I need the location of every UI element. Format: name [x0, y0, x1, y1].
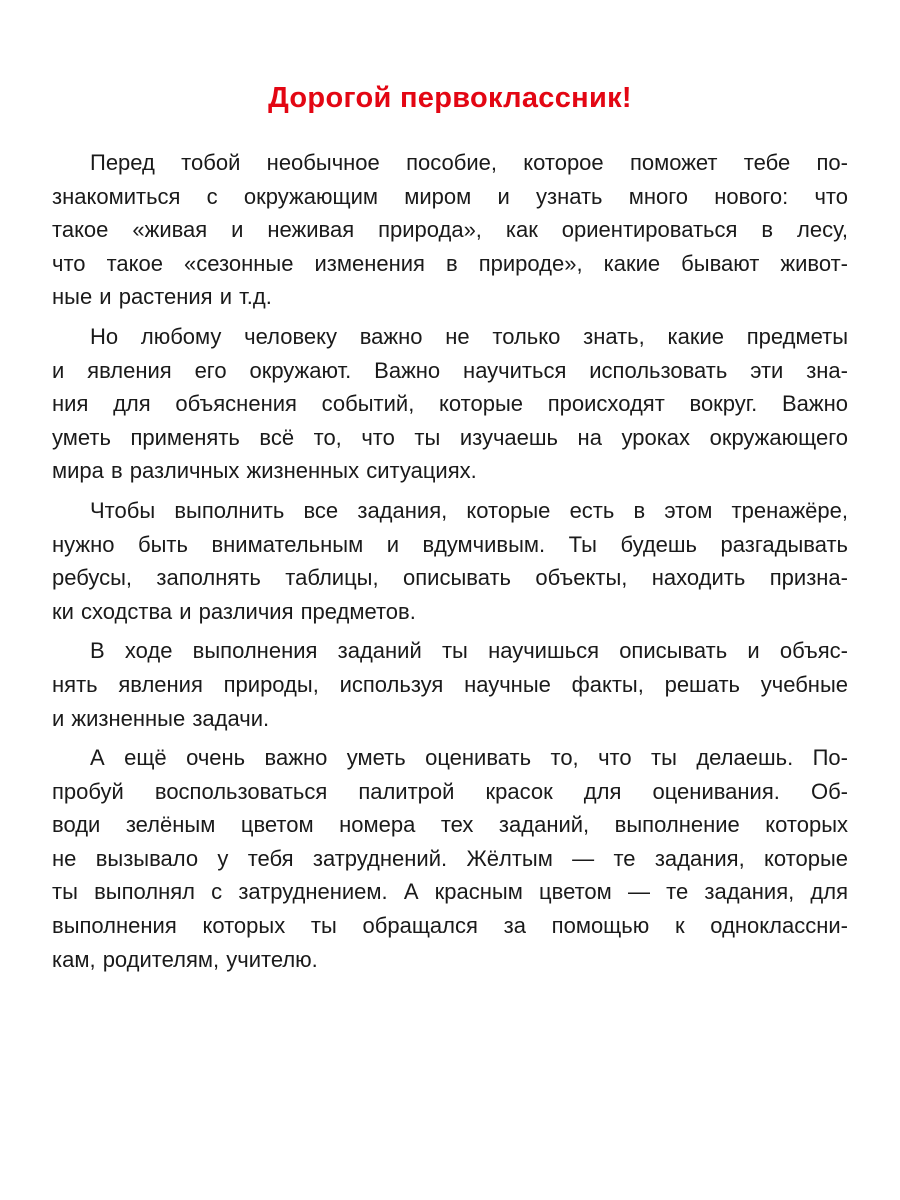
text-line: кам, родителям, учителю.: [52, 946, 318, 972]
text-line: и явления его окружают. Важно научиться использовать эти зна-: [52, 357, 848, 383]
text-line: ки сходства и различия предметов.: [52, 598, 416, 624]
text-line: ты выполнял с затруднением. А красным цветом — те задания, для: [52, 879, 848, 905]
text-line: знакомиться с окружающим миром и узнать много нового: что: [52, 183, 848, 209]
text-line: В ходе выполнения заданий ты научишься описывать и объяс-: [90, 638, 848, 664]
text-line: такое «живая и неживая природа», как ориентироваться в лесу,: [52, 217, 848, 243]
text-line: Чтобы выполнить все задания, которые есть в этом тренажёре,: [90, 497, 848, 523]
paragraph: [52, 146, 848, 314]
text-line: Перед тобой необычное пособие, которое поможет тебе по-: [90, 150, 848, 175]
page-title: Дорогой первоклассник!: [268, 82, 632, 114]
text-line: мира в различных жизненных ситуациях.: [52, 458, 477, 484]
text-line: что такое «сезонные изменения в природе», какие бывают живот-: [52, 250, 848, 276]
text-line: ребусы, заполнять таблицы, описывать объекты, находить призна-: [52, 565, 848, 591]
text-line: нужно быть внимательным и вдумчивым. Ты будешь разгадывать: [52, 531, 848, 557]
body-text: [52, 146, 848, 982]
text-line: води зелёным цветом номера тех заданий, выполнение которых: [52, 812, 848, 838]
text-line: ные и растения и т.д.: [52, 284, 272, 310]
text-line: выполнения которых ты обращался за помощью к одноклассни-: [52, 913, 848, 939]
paragraph: [52, 634, 848, 735]
text-line: и жизненные задачи.: [52, 705, 270, 731]
text-line: не вызывало у тебя затруднений. Жёлтым — те задания, которые: [52, 845, 848, 871]
paragraph: [52, 320, 848, 488]
paragraph: [52, 741, 848, 976]
text-line: ния для объяснения событий, которые происходят вокруг. Важно: [52, 391, 848, 417]
text-line: пробуй воспользоваться палитрой красок для оценивания. Об-: [52, 778, 848, 804]
text-line: нять явления природы, используя научные факты, решать учебные: [52, 671, 848, 697]
text-line: уметь применять всё то, что ты изучаешь на уроках окружающего: [52, 424, 848, 450]
text-line: А ещё очень важно уметь оценивать то, что ты делаешь. По-: [90, 745, 848, 771]
text-line: Но любому человеку важно не только знать, какие предметы: [90, 323, 848, 349]
paragraph: [52, 494, 848, 628]
